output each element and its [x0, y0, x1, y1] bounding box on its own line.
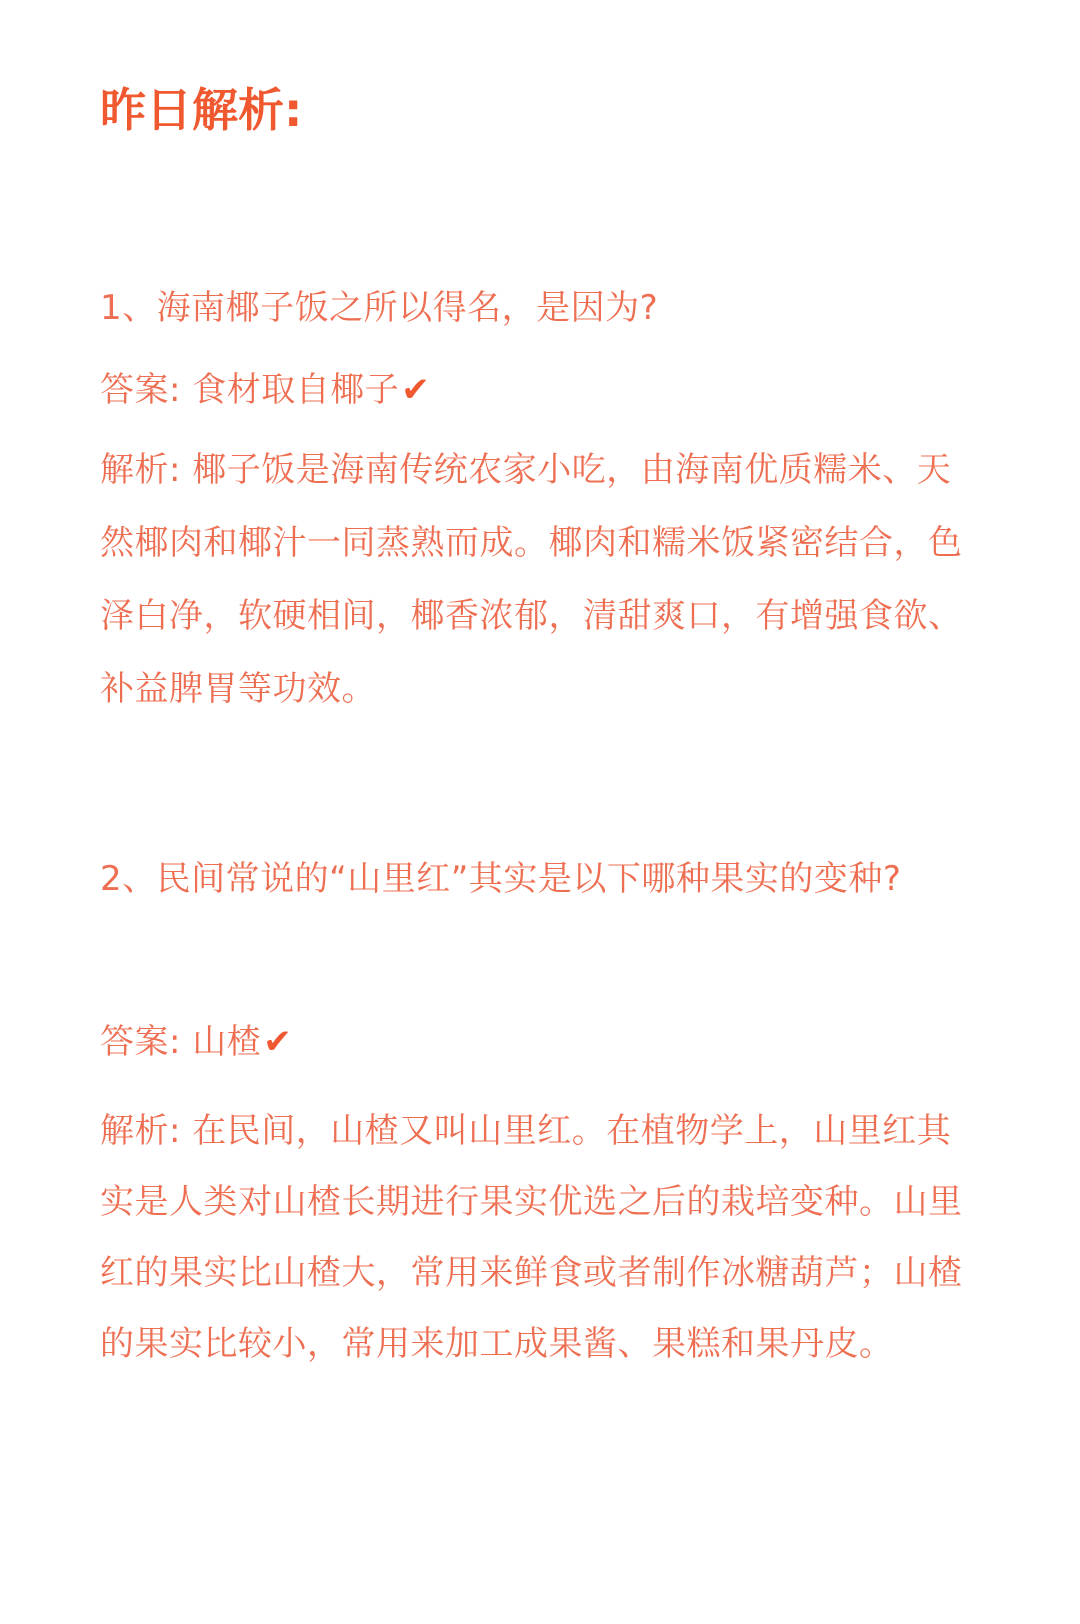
question-1: 1、海南椰子饭之所以得名，是因为?	[100, 288, 659, 328]
analysis-1	[100, 434, 980, 726]
page-title: 昨日解析:	[100, 83, 303, 137]
answer-1	[100, 354, 980, 426]
answer-text: 山楂	[192, 1022, 262, 1062]
check-icon: ✔	[263, 1022, 293, 1062]
answer-text: 食材取自椰子	[192, 370, 400, 410]
analysis-text: 椰子饭是海南传统农家小吃，由海南优质糯米、天然椰肉和椰汁一同蒸熟而成。椰肉和糯米饭紧密结合，色泽白净，软硬相间，椰香浓郁，清甜爽口，有增强食欲、补益脾胃等功效。	[100, 450, 963, 709]
answer-label: 答案:	[100, 370, 181, 410]
answer-label: 答案:	[100, 1022, 181, 1062]
analysis-2	[100, 1096, 980, 1380]
check-icon: ✔	[401, 370, 431, 410]
answer-2	[100, 1006, 980, 1078]
analysis-label: 解析:	[100, 1111, 181, 1151]
question-2: 2、民间常说的“山里红”其实是以下哪种果实的变种?	[100, 859, 902, 899]
analysis-label: 解析:	[100, 450, 181, 490]
analysis-text: 在民间，山楂又叫山里红。在植物学上，山里红其实是人类对山楂长期进行果实优选之后的栽培变种。山里红的果实比山楂大，常用来鲜食或者制作冰糖葫芦；山楂的果实比较小，常用来加工成果酱、果糕和果丹皮。	[100, 1111, 963, 1364]
